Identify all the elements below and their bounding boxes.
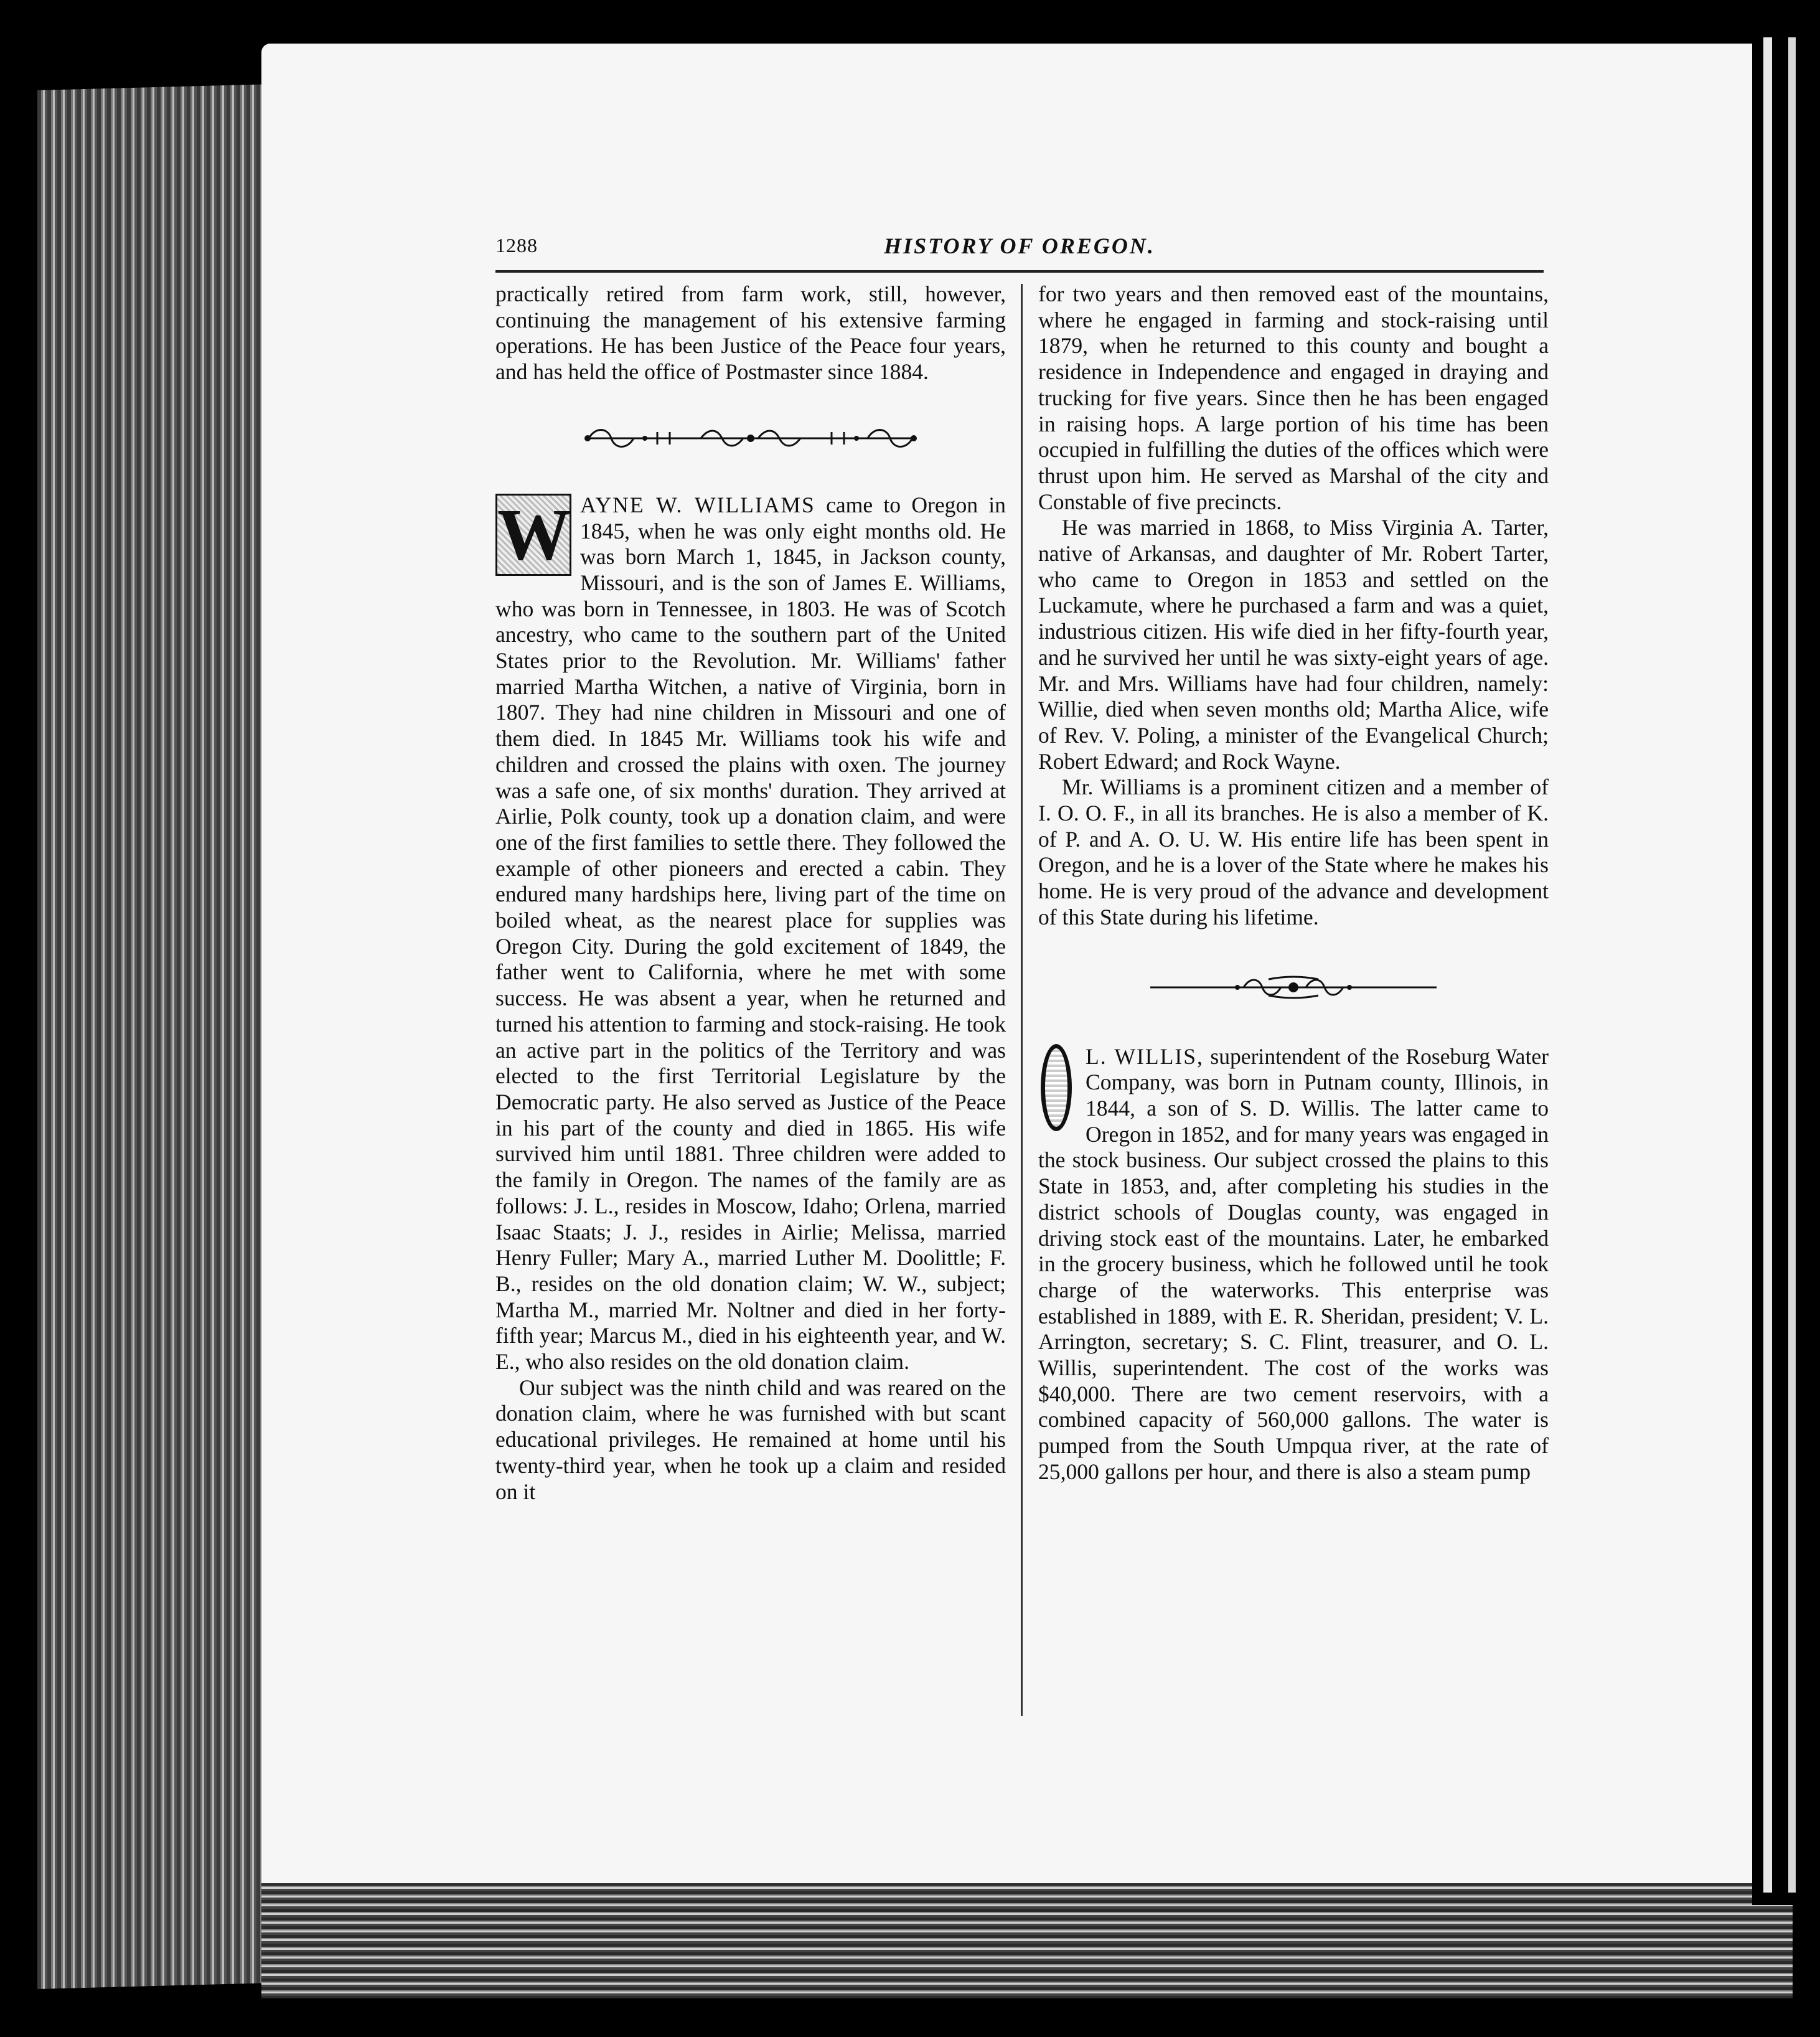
header-rule <box>495 270 1544 273</box>
running-head <box>495 234 1544 259</box>
bio-williams-para2: Our subject was the ninth child and was reared on the donation claim, where he was furnished with but scant educational privileges. He remained at home until his twenty-third year, when he took up a claim and resided on it <box>495 1375 1006 1504</box>
page-number: 1288 <box>495 234 538 256</box>
dropcap-o <box>1041 1044 1077 1137</box>
bio2-lead-name: L. WILLIS, <box>1086 1043 1204 1069</box>
left-column <box>495 281 1006 1505</box>
ornament-divider <box>495 425 1006 451</box>
column-divider <box>1021 284 1023 1716</box>
dropcap-w: W <box>495 494 571 576</box>
running-title: HISTORY OF OREGON. <box>884 233 1155 258</box>
bio-williams-body: came to Oregon in 1845, when he was only eight months old. He was born March 1, 1845, in Jackson county, Missouri, and is the son of James E. Williams, who was born in Tennessee, in 1803. He was of Scotch ancestry, who came to the southern part of the United States prior to the Revolution. Mr. Williams' father married Martha Witchen, a native of Virginia, born in 1807. They had nine children in Missouri and one of them died. In 1845 Mr. Williams took his wife and children and crossed the plains with oxen. The journey was a safe one, of six months' duration. They arrived at Airlie, Polk county, took up a donation claim, and were one of the first families to settle there. They followed the example of other pioneers and erected a cabin. They endured many hardships here, living part of the time on boiled wheat, as the nearest place for supplies was Oregon City. During the gold excitement of 1849, the father went to California, where he met with some success. He was absent a year, when he returned and turned his attention to farming and stock-raising. He took an active part in the politics of the Territory and was elected to the first Territorial Legislature by the Democratic party. He also served as Justice of the Peace in his part of the county and died in 1865. His wife survived him until 1881. Three children were added to the family in Oregon. The names of the family are as follows: J. L., resides in Moscow, Idaho; Orlena, married Isaac Staats; J. J., resides in Airlie; Melissa, married Henry Fuller; Mary A., married Luther M. Doolittle; F. B., resides on the old donation claim; W. W., subject; Martha M., married Mr. Noltner and died in her forty-fifth year; Marcus M., died in his eighteenth year, and W. E., who also resides on the old donation claim. <box>495 492 1006 1375</box>
book-bottom-edges <box>261 1874 1793 1998</box>
membership-paragraph: Mr. Williams is a prominent citizen and a member of I. O. O. F., in all its branches. He is also a member of K. of P. and A. O. U. W. His entire life has been spent in Oregon, and he is a lover of the State where he makes his home. He is very proud of the advance and development of this State during his lifetime. <box>1038 774 1549 929</box>
ornament-divider-2 <box>1038 974 1549 1000</box>
bio-lead-name: AYNE W. WILLIAMS <box>580 492 815 517</box>
right-column <box>1038 281 1549 1485</box>
bio-willis-body: superintendent of the Roseburg Water Company, was born in Putnam county, Illinois, in 1844, a son of S. D. Willis. The latter came to Oregon in 1852, and for many years was engaged in the stock business. Our subject crossed the plains to this State in 1853, and, after completing his studies in the district schools of Douglas county, was engaged in driving stock east of the mountains. Later, he embarked in the grocery business, which he followed until he took charge of the waterworks. This enterprise was established in 1889, with E. R. Sheridan, president; V. L. Arrington, secretary; S. C. Flint, treasurer, and O. L. Willis, superintendent. The cost of the works was $40,000. There are two cement reservoirs, with a combined capacity of 560,000 gallons. The water is pumped from the South Umpqua river, at the rate of 25,000 gallons per hour, and there is also a steam pump <box>1038 1043 1549 1484</box>
intro-paragraph: practically retired from farm work, still, however, continuing the management of his extensive farming operations. He has been Justice of the Peace four years, and has held the office of Postmaster since 1884. <box>495 281 1006 385</box>
continuation-paragraph: for two years and then removed east of the mountains, where he engaged in farming and stock-raising until 1879, when he returned to this county and bought a residence in Independence and engaged in draying and trucking for five years. Since then he has been engaged in raising hops. A large portion of his time has been occupied in fulfilling the duties of the offices which were thrust upon him. He served as Marshal of the city and Constable of five precincts. <box>1038 281 1549 514</box>
marriage-paragraph: He was married in 1868, to Miss Virginia A. Tarter, native of Arkansas, and daughter of Mr. Robert Tarter, who came to Oregon in 1853 and settled on the Luckamute, where he purchased a farm and was a quiet, industrious citizen. His wife died in her fifty-fourth year, and he survived her until he was sixty-eight years of age. Mr. and Mrs. Williams have had four children, namely: Willie, died when seven months old; Martha Alice, wife of Rev. V. Poling, a minister of the Evangelical Church; Robert Edward; and Rock Wayne. <box>1038 515 1549 774</box>
book-page-edges <box>37 84 274 1989</box>
right-page-edge <box>1752 37 1818 1905</box>
